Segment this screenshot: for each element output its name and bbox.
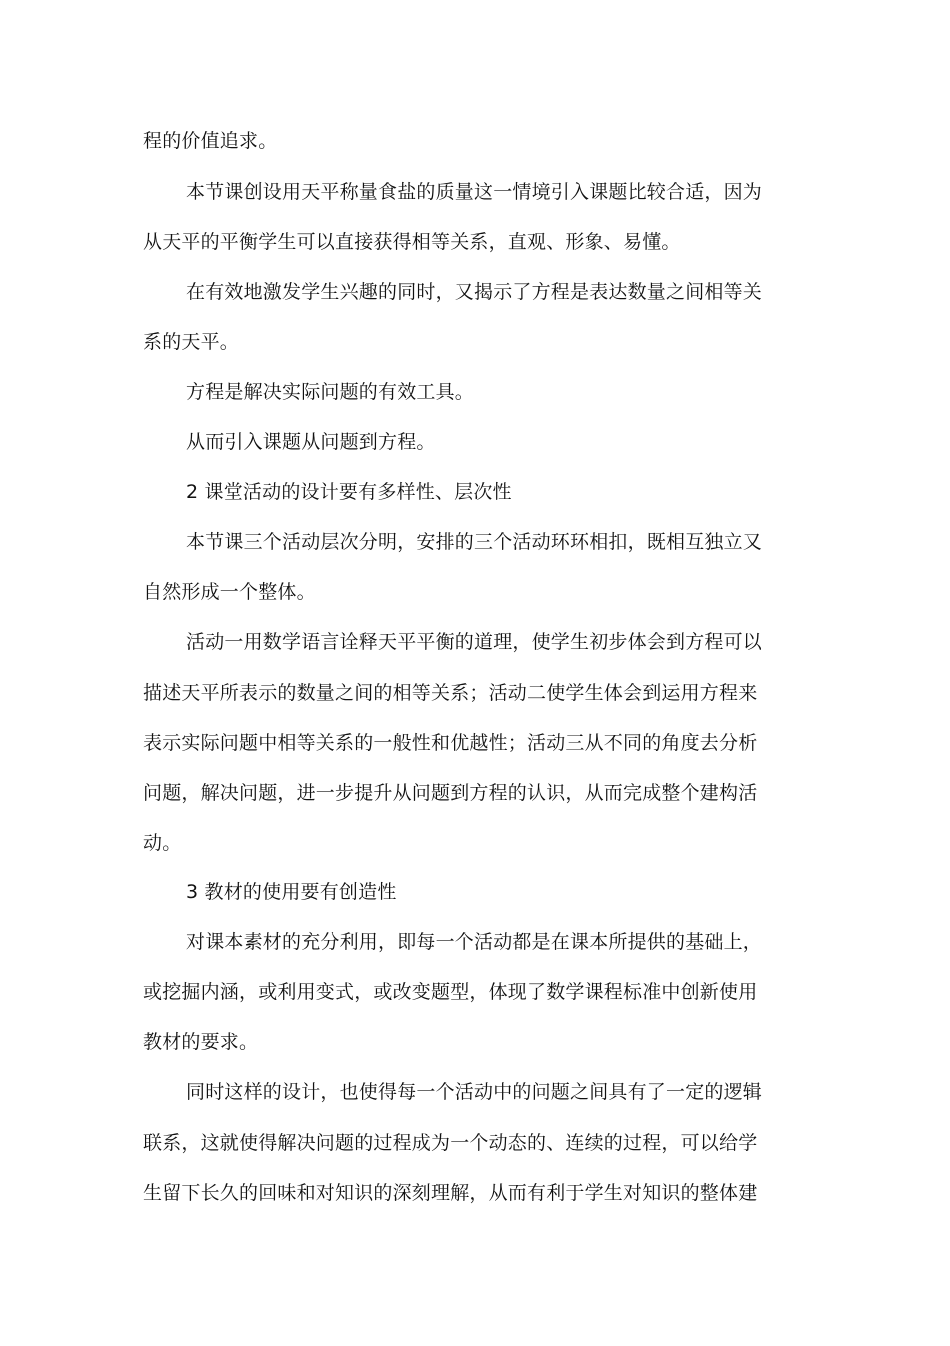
text-line: 表示实际问题中相等关系的一般性和优越性；活动三从不同的角度去分析 <box>143 732 758 754</box>
section-heading: 2 课堂活动的设计要有多样性、层次性 <box>186 481 512 503</box>
text-line: 教材的要求。 <box>143 1031 259 1053</box>
section-heading: 3 教材的使用要有创造性 <box>186 881 397 903</box>
text-line: 方程是解决实际问题的有效工具。 <box>186 381 475 403</box>
text-line: 程的价值追求。 <box>143 130 278 152</box>
text-line: 本节课三个活动层次分明，安排的三个活动环环相扣，既相互独立又 <box>186 531 763 553</box>
text-line: 在有效地激发学生兴趣的同时，又揭示了方程是表达数量之间相等关 <box>186 281 763 303</box>
text-line: 从天平的平衡学生可以直接获得相等关系，直观、形象、易懂。 <box>143 231 681 253</box>
text-line: 描述天平所表示的数量之间的相等关系；活动二使学生体会到运用方程来 <box>143 682 758 704</box>
text-line: 对课本素材的充分利用，即每一个活动都是在课本所提供的基础上， <box>186 931 763 953</box>
text-line: 自然形成一个整体。 <box>143 581 316 603</box>
text-line: 同时这样的设计，也使得每一个活动中的问题之间具有了一定的逻辑 <box>186 1081 763 1103</box>
text-line: 系的天平。 <box>143 331 240 353</box>
text-line: 从而引入课题从问题到方程。 <box>186 431 436 453</box>
text-line: 问题，解决问题，进一步提升从问题到方程的认识，从而完成整个建构活 <box>143 782 758 804</box>
text-line: 活动一用数学语言诠释天平平衡的道理，使学生初步体会到方程可以 <box>186 631 763 653</box>
text-line: 联系，这就使得解决问题的过程成为一个动态的、连续的过程，可以给学 <box>143 1132 758 1154</box>
text-line: 或挖掘内涵，或利用变式，或改变题型，体现了数学课程标准中创新使用 <box>143 981 758 1003</box>
text-line: 动。 <box>143 832 182 854</box>
text-line: 本节课创设用天平称量食盐的质量这一情境引入课题比较合适，因为 <box>186 181 763 203</box>
text-line: 生留下长久的回味和对知识的深刻理解，从而有利于学生对知识的整体建 <box>143 1182 758 1204</box>
